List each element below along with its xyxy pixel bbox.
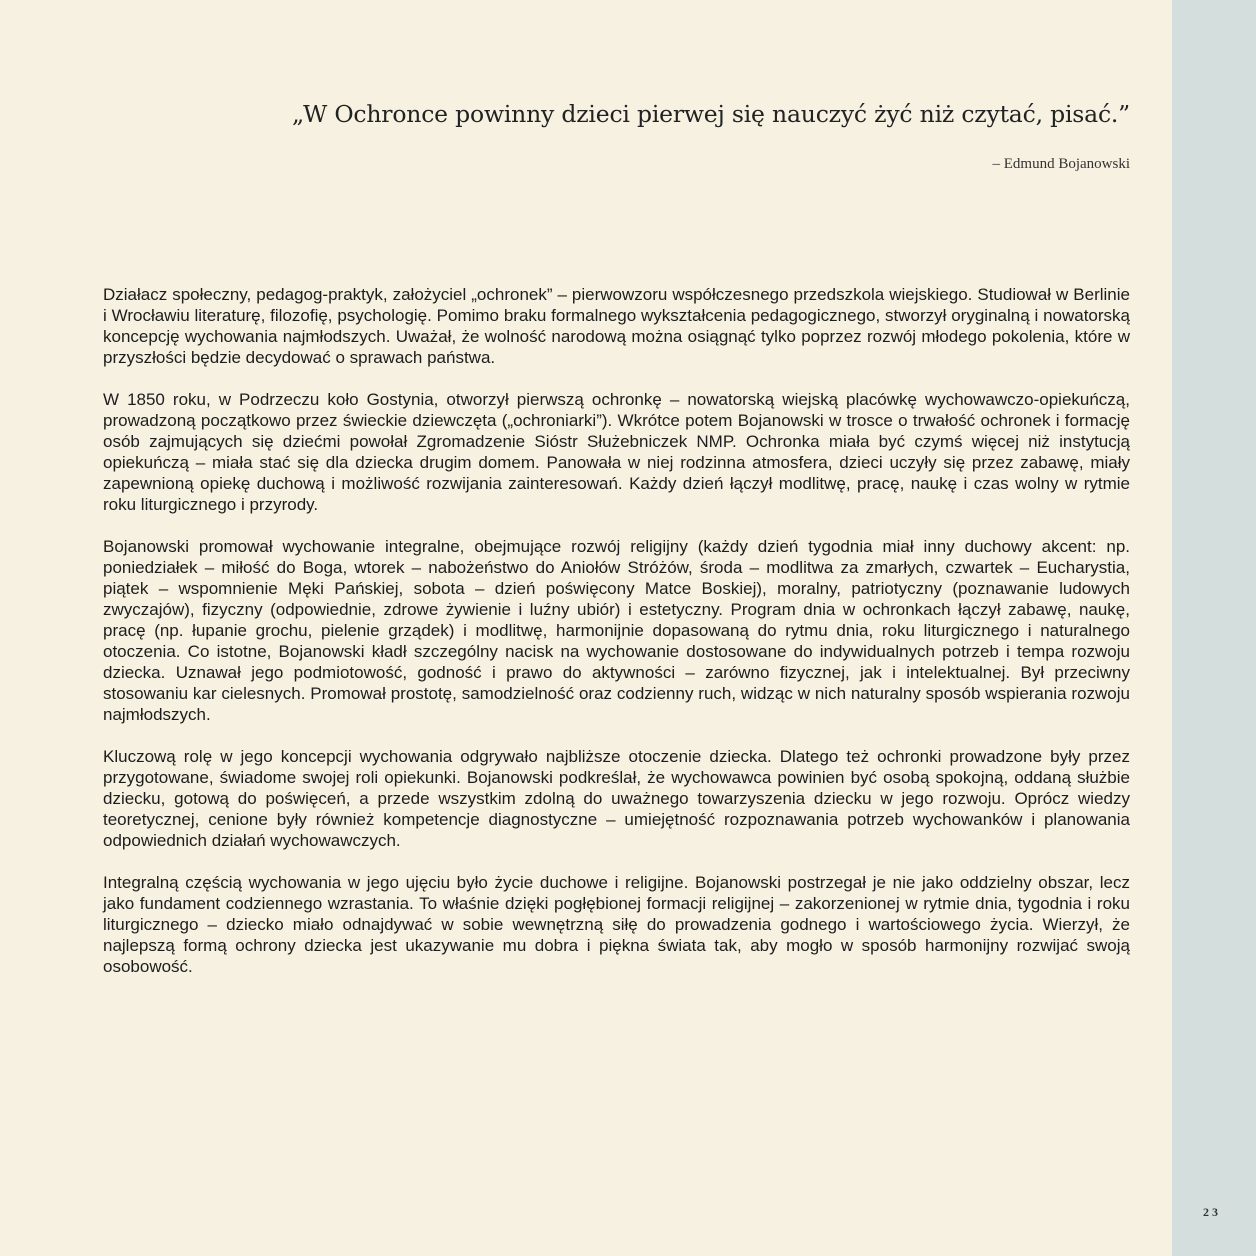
paragraph: Działacz społeczny, pedagog-praktyk, założyciel „ochronek” – pierwowzoru współczesnego przedszkola wiejskiego. Studiował w Berlinie i Wrocławiu literaturę, filozofię, psychologię. Pomimo braku formalnego wykształcenia pedagogicznego, stworzył oryginalną i nowatorską koncepcję wychowania najmłodszych. Uważał, że wolność narodową można osiągnąć tylko poprzez rozwój młodego pokolenia, które w przyszłości będzie decydować o sprawach państwa. [103, 285, 1130, 367]
paragraph: Bojanowski promował wychowanie integralne, obejmujące rozwój religijny (każdy dzień tygodnia miał inny duchowy akcent: np. poniedziałek – miłość do Boga, wtorek – nabożeństwo do Aniołów Stróżów, środa – modlitwa za zmarłych, czwartek – Eucharystia, piątek – wspomnienie Męki Pańskiej, sobota – dzień poświęcony Matce Boskiej), moralny, patriotyczny (poznawanie ludowych zwyczajów), fizyczny (odpowiednie, zdrowe żywienie i luźny ubiór) i estetyczny. Program dnia w ochronkach łączył zabawę, naukę, pracę (np. łupanie grochu, pielenie grządek) i modlitwę, harmonijnie dopasowaną do rytmu dnia, roku liturgicznego i naturalnego otoczenia. Co istotne, Bojanowski kładł szczególny nacisk na wychowanie dostosowane do indywidualnych potrzeb i tempa rozwoju dziecka. Uznawał jego podmiotowość, godność i prawo do aktywności – zarówno fizycznej, jak i intelektualnej. Był przeciwny stosowaniu kar cielesnych. Promował prostotę, samodzielność oraz codzienny ruch, widząc w nich naturalny sposób wspierania rozwoju najmłodszych. [103, 537, 1130, 724]
quote-author: – Edmund Bojanowski [992, 156, 1130, 172]
paragraph: Integralną częścią wychowania w jego ujęciu było życie duchowe i religijne. Bojanowski postrzegał je nie jako oddzielny obszar, lecz jako fundament codziennego wzrastania. To właśnie dzięki pogłębionej formacji religijnej – zakorzenionej w rytmie dnia, tygodnia i roku liturgicznego – dziecko miało odnajdywać w sobie wewnętrzną siłę do prowadzenia godnego i wartościowego życia. Wierzył, że najlepszą formą ochrony dziecka jest ukazywanie mu dobra i piękna świata tak, aby mogło w sposób harmonijny rozwijać swoją osobowość. [103, 873, 1130, 976]
body-text [103, 284, 1130, 998]
paragraph: Kluczową rolę w jego koncepcji wychowania odgrywało najbliższe otoczenie dziecka. Dlatego też ochronki prowadzone były przez przygotowane, świadome swojej roli opiekunki. Bojanowski podkreślał, że wychowawca powinien być osobą spokojną, oddaną służbie dziecku, gotową do poświęceń, a przede wszystkim zdolną do uważnego towarzyszenia dziecku w jego rozwoju. Oprócz wiedzy teoretycznej, cenione były również kompetencje diagnostyczne – umiejętność rozpoznawania potrzeb wychowanków i planowania odpowiednich działań wychowawczych. [103, 747, 1130, 850]
paragraph: W 1850 roku, w Podrzeczu koło Gostynia, otworzył pierwszą ochronkę – nowatorską wiejską placówkę wychowawczo-opiekuńczą, prowadzoną początkowo przez świeckie dziewczęta („ochroniarki”). Wkrótce potem Bojanowski w trosce o trwałość ochronek i formację osób zajmujących się dziećmi powołał Zgromadzenie Sióstr Służebniczek NMP. Ochronka miała być czymś więcej niż instytucją opiekuńczą – miała stać się dla dziecka drugim domem. Panowała w niej rodzinna atmosfera, dzieci uczyły się przez zabawę, miały zapewnioną opiekę duchową i możliwość rozwijania zainteresowań. Każdy dzień łączył modlitwę, pracę, naukę i czas wolny w rytmie roku liturgicznego i przyrody. [103, 390, 1130, 514]
epigraph-quote: „W Ochronce powinny dzieci pierwej się nauczyć żyć niż czytać, pisać.” [291, 100, 1130, 128]
side-margin-strip [1172, 0, 1256, 1256]
page-number: 23 [1203, 1205, 1221, 1219]
